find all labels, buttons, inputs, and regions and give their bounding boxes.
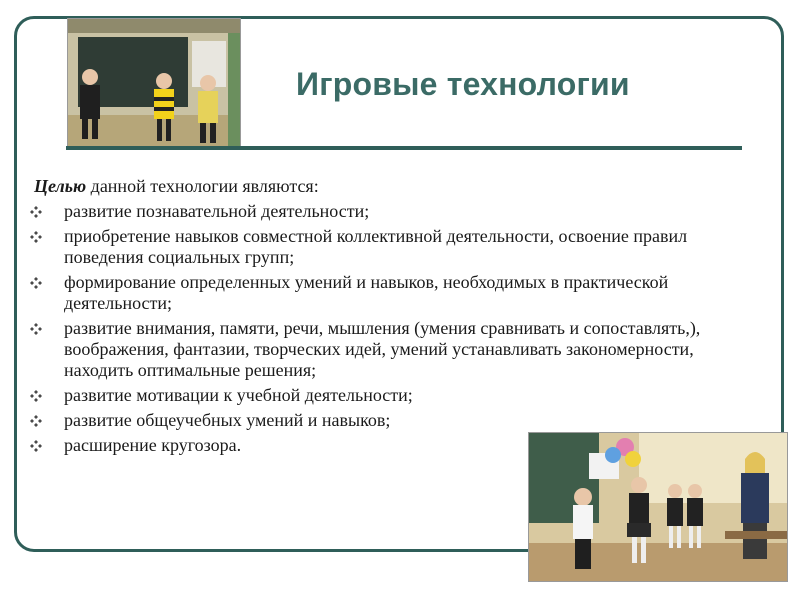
list-item (24, 201, 772, 222)
diamond-bullet-icon (30, 390, 42, 402)
diamond-bullet-icon (30, 231, 42, 243)
intro-emphasis: Целью (34, 176, 87, 196)
diamond-bullet-icon (30, 440, 42, 452)
photo-classroom-play (528, 432, 788, 582)
list-item-text: формирование определенных умений и навыков, необходимых в практической деятельности; (64, 272, 669, 313)
list-item-text: развитие познавательной деятельности; (64, 201, 370, 221)
slide-title: Игровые технологии (296, 66, 630, 102)
title-underline (66, 146, 742, 150)
diamond-bullet-icon (30, 415, 42, 427)
list-item-text: развитие мотивации к учебной деятельности; (64, 385, 413, 405)
list-item (24, 318, 772, 381)
diamond-bullet-icon (30, 206, 42, 218)
goals-list (24, 201, 772, 456)
list-item (24, 226, 772, 268)
list-item-text: развитие общеучебных умений и навыков; (64, 410, 391, 430)
list-item (24, 385, 772, 406)
list-item (24, 272, 772, 314)
list-item-text: развитие внимания, памяти, речи, мышления (умения сравнивать и сопоставлять,), воображения, фантазии, творческих идей, умений устанавливать закономерности, находить оптимальные решения; (64, 318, 701, 380)
diamond-bullet-icon (30, 277, 42, 289)
list-item-text: расширение кругозора. (64, 435, 242, 455)
photo-children-costumes (67, 18, 241, 150)
intro-text: данной технологии являются: (86, 176, 319, 196)
intro-line (24, 176, 772, 197)
diamond-bullet-icon (30, 323, 42, 335)
list-item-text: приобретение навыков совместной коллективной деятельности, освоение правил поведения социальных групп; (64, 226, 688, 267)
slide-content (24, 176, 772, 460)
list-item (24, 410, 772, 431)
